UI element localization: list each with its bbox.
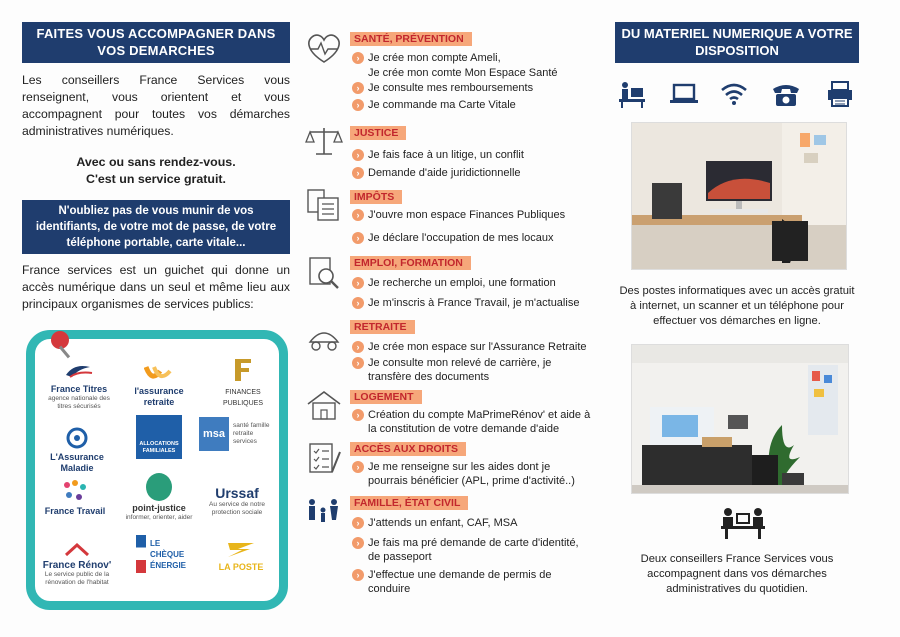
partners-panel xyxy=(26,330,288,610)
pushpin-icon xyxy=(51,331,69,349)
service-item: › Création du compte MaPrimeRénov' et aide à la constitution de votre demande d'aide xyxy=(352,408,592,436)
category-label: LOGEMENT xyxy=(350,390,422,404)
calculator-icon xyxy=(304,188,344,222)
logo-france-titres xyxy=(41,361,117,411)
arrow-bullet-icon: › xyxy=(352,82,364,94)
msa-badge: msa xyxy=(199,417,229,451)
arrow-bullet-icon: › xyxy=(352,461,364,473)
arrow-bullet-icon: › xyxy=(352,537,364,549)
service-item: › Je me renseigne sur les aides dont je pourrais bénéficier (APL, prime d'activité..) xyxy=(352,460,592,488)
finances-publiques-icon xyxy=(231,357,255,383)
intro-text: Les conseillers France Services vous renseignent, vous orientent et vous accompagnent pour toutes vos démarches administratives numériques. xyxy=(22,73,290,138)
cheque-flag-icon xyxy=(136,535,146,573)
logo-assurance-retraite xyxy=(121,363,197,408)
point-justice-icon xyxy=(146,473,172,501)
logo-finances-publiques xyxy=(205,357,281,409)
reminder-text: N'oubliez pas de vous munir de vos identifiants, de votre mot de passe, de votre téléphone portable, carte vitale... xyxy=(35,205,277,249)
logo-label: l'assurance retraite xyxy=(134,386,184,407)
logo-label: L'Assurance Maladie xyxy=(50,452,104,473)
arrow-bullet-icon: › xyxy=(352,167,364,179)
assurance-maladie-icon xyxy=(64,427,90,449)
workstation-photo xyxy=(631,122,847,270)
telephone-icon xyxy=(771,80,801,108)
logo-caf xyxy=(121,415,197,459)
service-item: › Je m'inscris à France Travail, je m'actualise xyxy=(352,296,592,310)
logo-label: ALLOCATIONS FAMILIALES xyxy=(139,441,179,454)
service-item: › Je recherche un emploi, une formation xyxy=(352,276,592,290)
category-label: SANTÉ, PRÉVENTION xyxy=(350,32,472,46)
logo-france-renov xyxy=(39,543,115,587)
assurance-retraite-icon xyxy=(144,363,174,383)
section-title-materiel xyxy=(615,22,859,63)
reminder-box xyxy=(22,200,290,254)
service-item: › J'attends un enfant, CAF, MSA xyxy=(352,516,592,530)
service-item: › J'ouvre mon espace Finances Publiques xyxy=(352,208,592,222)
service-item: › J'effectue une demande de permis de conduire xyxy=(352,568,592,596)
arrow-bullet-icon: › xyxy=(352,149,364,161)
emph-line-1: Avec ou sans rendez-vous. xyxy=(76,155,236,169)
workstation-caption: Des postes informatiques avec un accès gratuit à internet, un scanner et un téléphone pour effectuer vos démarches en ligne. xyxy=(619,285,855,327)
logo-label: FINANCES PUBLIQUES xyxy=(222,389,264,407)
advisors-caption: Deux conseillers France Services vous accompagnent dans vos démarches administratives du quotidien. xyxy=(640,553,834,595)
category-label: IMPÔTS xyxy=(350,190,402,204)
arrow-bullet-icon: › xyxy=(352,297,364,309)
scales-icon xyxy=(304,124,344,158)
reception-illustration xyxy=(632,345,849,494)
arrow-bullet-icon: › xyxy=(352,99,364,111)
free-service-note xyxy=(22,154,290,188)
category-label: FAMILLE, ÉTAT CIVIL xyxy=(350,496,468,510)
logo-la-poste xyxy=(203,539,279,573)
right-column xyxy=(615,22,859,595)
logo-sub: santé famille retraite services xyxy=(233,422,270,445)
logo-label: LA POSTE xyxy=(218,562,264,572)
logo-label: France Rénov' xyxy=(42,560,112,571)
workstation-illustration xyxy=(632,123,847,270)
category-label: ACCÈS AUX DROITS xyxy=(350,442,466,456)
retirement-icon xyxy=(304,320,344,354)
arrow-bullet-icon: › xyxy=(352,232,364,244)
devices-row xyxy=(615,80,859,110)
service-item: › Je consulte mes remboursements xyxy=(352,81,592,95)
logo-sub: informer, orienter, aider xyxy=(125,514,193,521)
category-label: RETRAITE xyxy=(350,320,415,334)
logo-point-justice xyxy=(121,473,197,522)
printer-icon xyxy=(825,80,855,108)
arrow-bullet-icon: › xyxy=(352,569,364,581)
arrow-bullet-icon: › xyxy=(352,209,364,221)
emph-line-2: C'est un service gratuit. xyxy=(86,172,226,186)
logo-label: France Travail xyxy=(44,506,106,516)
guichet-text: France services est un guichet qui donne un accès numérique dans un seul et même lieu aux principaux organismes de services publics: xyxy=(22,263,290,311)
logo-msa xyxy=(199,417,275,451)
arrow-bullet-icon: › xyxy=(352,409,364,421)
logo-cheque-energie xyxy=(125,535,201,573)
search-document-icon xyxy=(304,256,344,290)
logo-label: Urssaf xyxy=(215,485,259,501)
service-item: › Je crée mon compte Ameli, xyxy=(352,51,592,65)
category-label: JUSTICE xyxy=(350,126,406,140)
arrow-bullet-icon: › xyxy=(352,341,364,353)
laptop-icon xyxy=(669,80,699,108)
desk-worker-icon xyxy=(617,80,647,108)
wifi-icon xyxy=(719,80,749,108)
heart-pulse-icon xyxy=(304,32,344,66)
service-item: › Je consulte mon relevé de carrière, je transfère des documents xyxy=(352,356,592,384)
service-item: › Je déclare l'occupation de mes locaux xyxy=(352,231,592,245)
logo-france-travail xyxy=(37,479,113,517)
france-titres-icon xyxy=(64,361,94,381)
service-item: › Je crée mon espace sur l'Assurance Retraite xyxy=(352,340,592,354)
service-item: › Je fais ma pré demande de carte d'identité, de passeport xyxy=(352,536,592,564)
caf-badge xyxy=(136,415,182,459)
logo-sub: Le service public de la rénovation de l'habitat xyxy=(44,571,110,586)
advisor-meeting-icon xyxy=(719,506,767,540)
section-title-accompagnement xyxy=(22,22,290,63)
la-poste-icon xyxy=(224,539,258,559)
checklist-icon xyxy=(304,442,344,476)
title-text: DU MATERIEL NUMERIQUE A VOTRE DISPOSITION xyxy=(621,26,853,58)
france-renov-icon xyxy=(64,543,90,557)
house-icon xyxy=(304,388,344,422)
service-item: › Je fais face à un litige, un conflit xyxy=(352,148,592,162)
arrow-bullet-icon: › xyxy=(352,277,364,289)
logo-label: LE CHÈQUE ÉNERGIE xyxy=(150,538,187,570)
logo-label: France Titres xyxy=(50,384,108,394)
reception-photo xyxy=(631,344,849,494)
service-item: Je crée mon comte Mon Espace Santé xyxy=(368,67,558,79)
left-column xyxy=(22,22,290,313)
category-label: EMPLOI, FORMATION xyxy=(350,256,471,270)
family-icon xyxy=(304,496,344,530)
arrow-bullet-icon: › xyxy=(352,357,364,369)
service-item: › Je commande ma Carte Vitale xyxy=(352,98,592,112)
logo-urssaf xyxy=(199,485,275,517)
logo-sub: Au service de notre protection sociale xyxy=(208,501,265,516)
title-text: FAITES VOUS ACCOMPAGNER DANS VOS DEMARCHES xyxy=(36,26,276,58)
arrow-bullet-icon: › xyxy=(352,517,364,529)
arrow-bullet-icon: › xyxy=(352,52,364,64)
logo-sub: agence nationale des titres sécurisés xyxy=(48,395,110,410)
logo-label: point-justice xyxy=(132,503,186,513)
logo-assurance-maladie xyxy=(39,427,115,474)
france-travail-icon xyxy=(61,479,89,503)
service-item: › Demande d'aide juridictionnelle xyxy=(352,166,592,180)
